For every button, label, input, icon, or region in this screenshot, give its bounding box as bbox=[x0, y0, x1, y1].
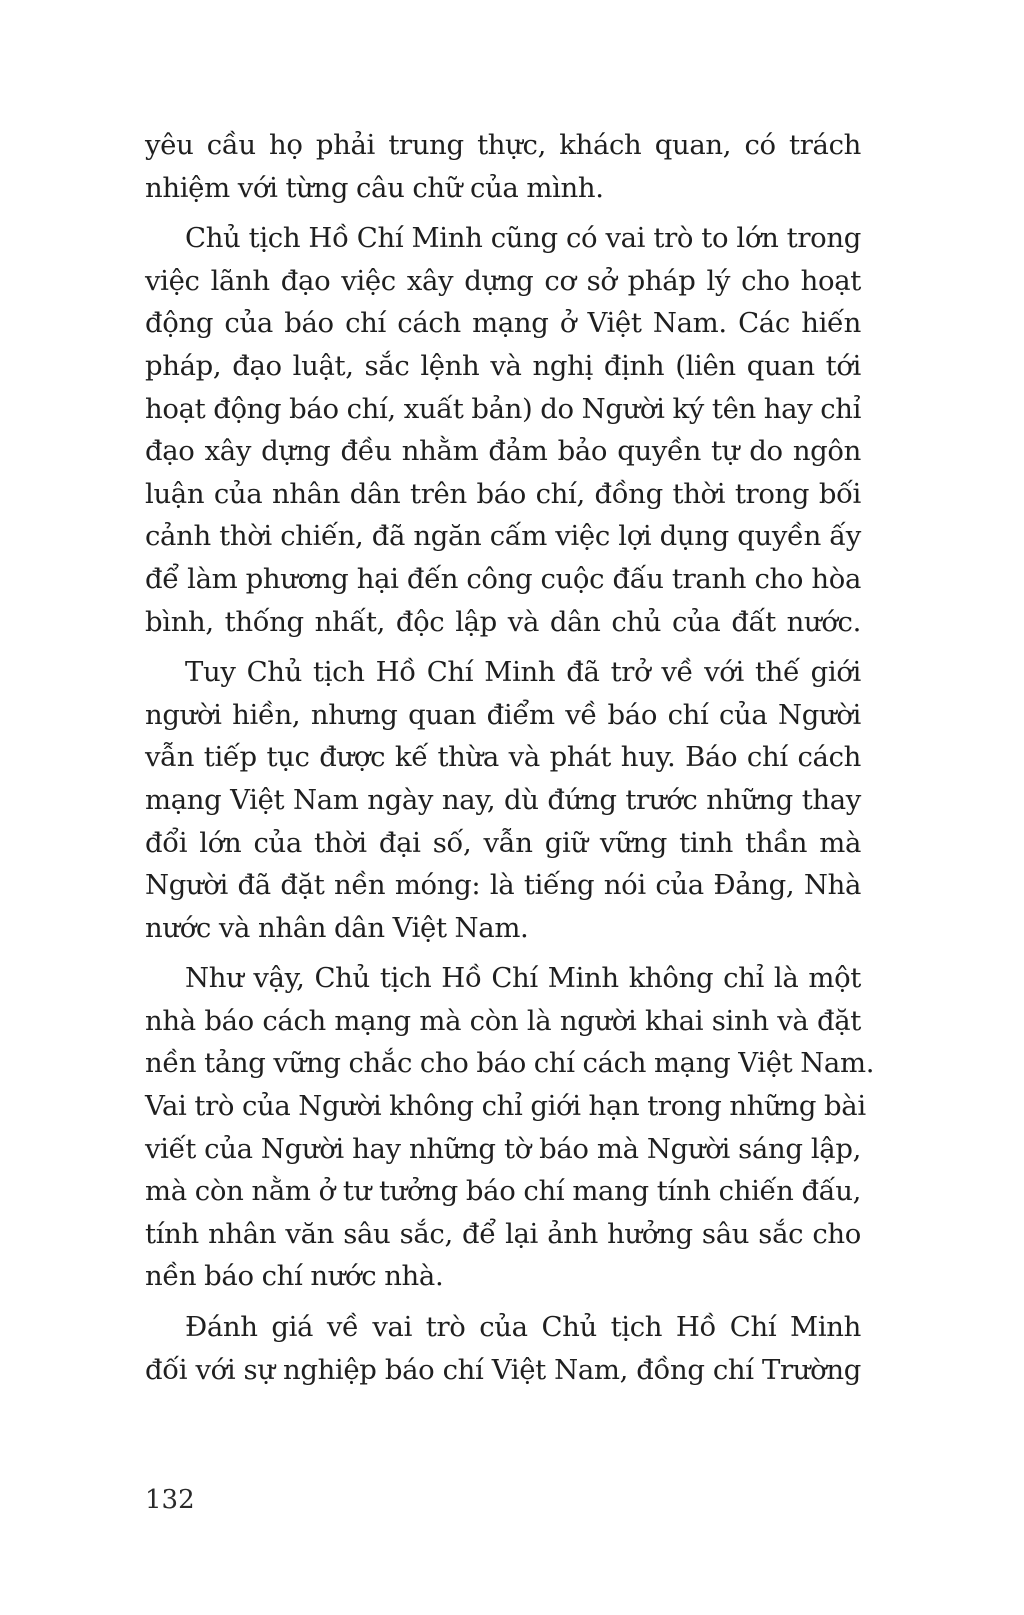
text-line: Đánh giá về vai trò của Chủ tịch Hồ Chí Minh bbox=[185, 1311, 861, 1344]
text-line: đối với sự nghiệp báo chí Việt Nam, đồng chí Trường bbox=[145, 1353, 861, 1386]
paragraph-5 bbox=[145, 1306, 861, 1391]
text-line: mạng Việt Nam ngày nay, dù đứng trước những thay bbox=[145, 783, 861, 816]
text-line: vẫn tiếp tục được kế thừa và phát huy. Báo chí cách bbox=[145, 741, 861, 774]
text-line: Như vậy, Chủ tịch Hồ Chí Minh không chỉ là một bbox=[185, 962, 861, 995]
text-line: mà còn nằm ở tư tưởng báo chí mang tính chiến đấu, bbox=[145, 1175, 861, 1208]
text-line: yêu cầu họ phải trung thực, khách quan, có trách bbox=[145, 129, 861, 161]
paragraph-3 bbox=[145, 651, 861, 949]
text-line: nước và nhân dân Việt Nam. bbox=[145, 911, 529, 944]
text-line: đạo xây dựng đều nhằm đảm bảo quyền tự do ngôn bbox=[145, 435, 861, 468]
text-line: hoạt động báo chí, xuất bản) do Người ký tên hay chỉ bbox=[145, 392, 862, 425]
text-line: động của báo chí cách mạng ở Việt Nam. Các hiến bbox=[145, 307, 861, 340]
text-line: bình, thống nhất, độc lập và dân chủ của đất nước. bbox=[145, 605, 861, 638]
text-line: nhiệm với từng câu chữ của mình. bbox=[145, 171, 604, 204]
text-line: đổi lớn của thời đại số, vẫn giữ vững tinh thần mà bbox=[145, 826, 861, 859]
paragraph-4 bbox=[145, 957, 875, 1298]
text-line: viết của Người hay những tờ báo mà Người sáng lập, bbox=[145, 1132, 861, 1165]
text-line: cảnh thời chiến, đã ngăn cấm việc lợi dụng quyền ấy bbox=[145, 520, 861, 553]
paragraph-1 bbox=[145, 124, 861, 209]
text-line: người hiền, nhưng quan điểm về báo chí của Người bbox=[145, 698, 861, 731]
text-line: nền báo chí nước nhà. bbox=[145, 1260, 444, 1293]
text-line: nhà báo cách mạng mà còn là người khai sinh và đặt bbox=[145, 1004, 861, 1037]
paragraph-2 bbox=[145, 217, 861, 643]
text-line: Chủ tịch Hồ Chí Minh cũng có vai trò to lớn trong bbox=[185, 222, 861, 255]
text-line: luận của nhân dân trên báo chí, đồng thời trong bối bbox=[145, 477, 861, 510]
text-line: để làm phương hại đến công cuộc đấu tranh cho hòa bbox=[145, 562, 861, 595]
page-body bbox=[145, 124, 875, 1399]
text-line: việc lãnh đạo việc xây dựng cơ sở pháp lý cho hoạt bbox=[145, 264, 861, 297]
text-line: tính nhân văn sâu sắc, để lại ảnh hưởng sâu sắc cho bbox=[145, 1217, 861, 1250]
text-line: Vai trò của Người không chỉ giới hạn trong những bài bbox=[145, 1090, 866, 1123]
text-line: pháp, đạo luật, sắc lệnh và nghị định (liên quan tới bbox=[145, 349, 861, 382]
text-line: nền tảng vững chắc cho báo chí cách mạng Việt Nam. bbox=[145, 1047, 875, 1080]
page-number: 132 bbox=[145, 1485, 195, 1515]
text-line: Tuy Chủ tịch Hồ Chí Minh đã trở về với thế giới bbox=[185, 656, 861, 689]
text-line: Người đã đặt nền móng: là tiếng nói của Đảng, Nhà bbox=[145, 869, 861, 902]
